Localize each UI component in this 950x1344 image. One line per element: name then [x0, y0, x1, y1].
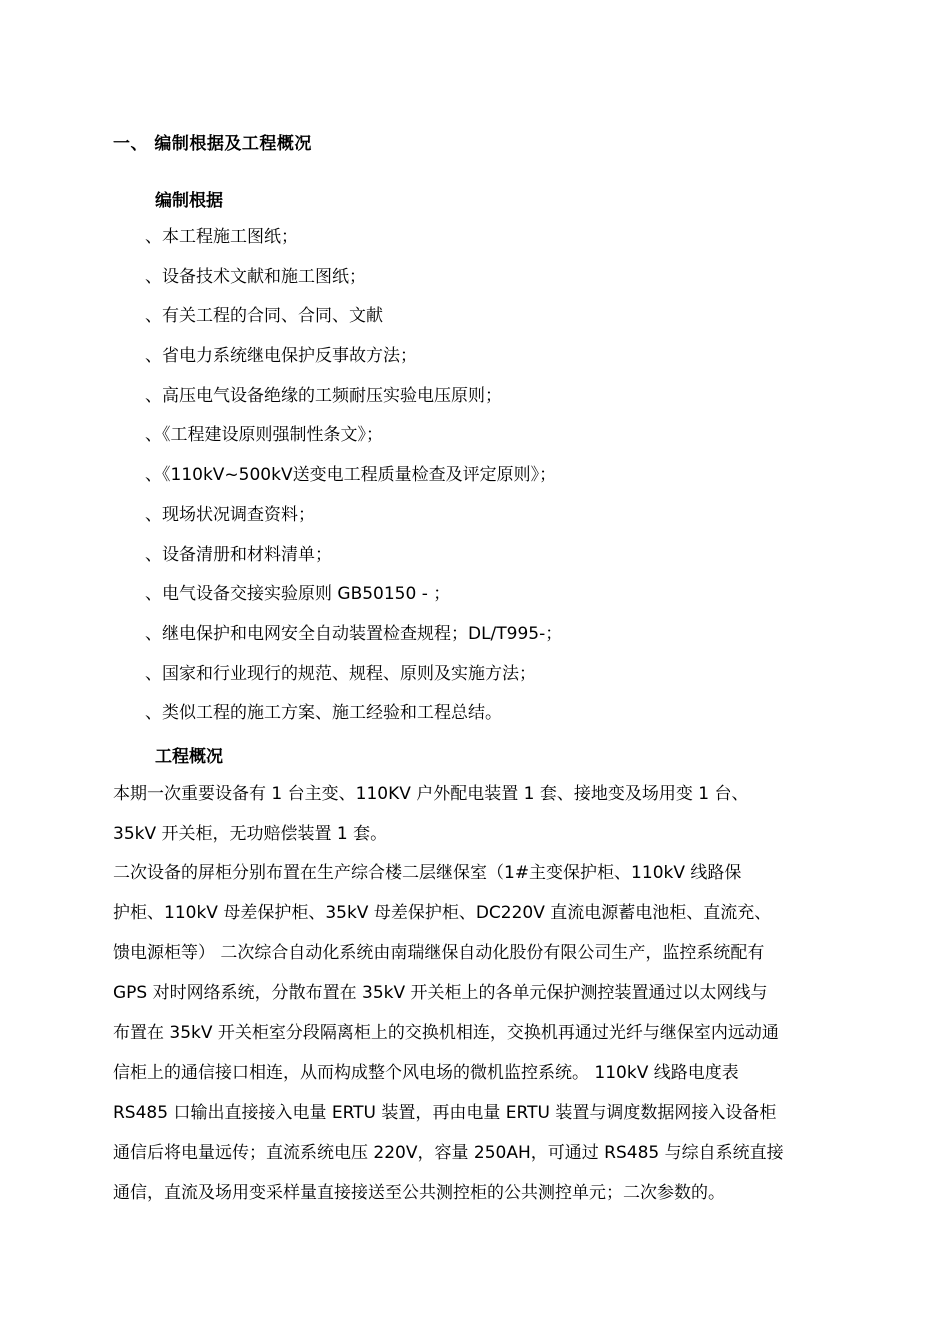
paragraph-line: 通信后将电量远传；直流系统电压 220V，容量 250AH，可通过 RS485 与综自系统直接 — [113, 1143, 784, 1163]
paragraph-line: 35kV 开关柜，无功赔偿装置 1 套。 — [113, 824, 388, 844]
overview-heading: 工程概况 — [155, 747, 223, 767]
list-item: 、高压电气设备绝缘的工频耐压实验电压原则； — [145, 385, 502, 406]
list-item: 、《工程建设原则强制性条文》； — [145, 425, 383, 446]
list-item: 、电气设备交接实验原则 GB50150 - ； — [145, 584, 451, 605]
paragraph-line: 布置在 35kV 开关柜室分段隔离柜上的交换机相连，交换机再通过光纤与继保室内远动通 — [113, 1023, 779, 1043]
list-item: 、设备清册和材料清单； — [145, 544, 332, 565]
paragraph-line: 本期一次重要设备有 1 台主变、110KV 户外配电装置 1 套、接地变及场用变 1 台、 — [113, 784, 749, 804]
list-item: 、现场状况调查资料； — [145, 504, 315, 525]
basis-heading: 编制根据 — [155, 191, 223, 211]
paragraph-line: RS485 口输出直接接入电量 ERTU 装置，再由电量 ERTU 装置与调度数据网接入设备柜 — [113, 1103, 777, 1123]
paragraph-line: 信柜上的通信接口相连，从而构成整个风电场的微机监控系统。 110kV 线路电度表 — [113, 1063, 739, 1083]
overview-paragraph-2 — [113, 853, 873, 1213]
list-item: 、本工程施工图纸； — [145, 227, 298, 247]
list-item: 、《110kV~500kV送变电工程质量检查及评定原则》； — [145, 465, 557, 486]
paragraph-line: 通信，直流及场用变采样量直接接送至公共测控柜的公共测控单元；二次参数的。 — [113, 1183, 725, 1203]
paragraph-line: 二次设备的屏柜分别布置在生产综合楼二层继保室（1#主变保护柜、110kV 线路保 — [113, 863, 742, 883]
list-item: 、类似工程的施工方案、施工经验和工程总结。 — [145, 703, 502, 724]
list-item: 、继电保护和电网安全自动装置检查规程；DL/T995-； — [145, 623, 563, 644]
list-item: 、有关工程的合同、合同、文献 — [145, 306, 383, 327]
list-item: 、国家和行业现行的规范、规程、原则及实施方法； — [145, 663, 536, 684]
list-item: 、省电力系统继电保护反事故方法； — [145, 346, 417, 367]
section-heading: 一、 编制根据及工程概况 — [113, 134, 312, 154]
paragraph-line: 护柜、110kV 母差保护柜、35kV 母差保护柜、DC220V 直流电源蓄电池柜、直流充、 — [113, 903, 772, 923]
overview-paragraph-1 — [113, 774, 873, 854]
list-item: 、设备技术文献和施工图纸； — [145, 266, 366, 287]
basis-list — [145, 226, 562, 742]
paragraph-line: GPS 对时网络系统，分散布置在 35kV 开关柜上的各单元保护测控装置通过以太网线与 — [113, 983, 768, 1003]
paragraph-line: 馈电源柜等） 二次综合自动化系统由南瑞继保自动化股份有限公司生产，监控系统配有 — [113, 943, 765, 963]
